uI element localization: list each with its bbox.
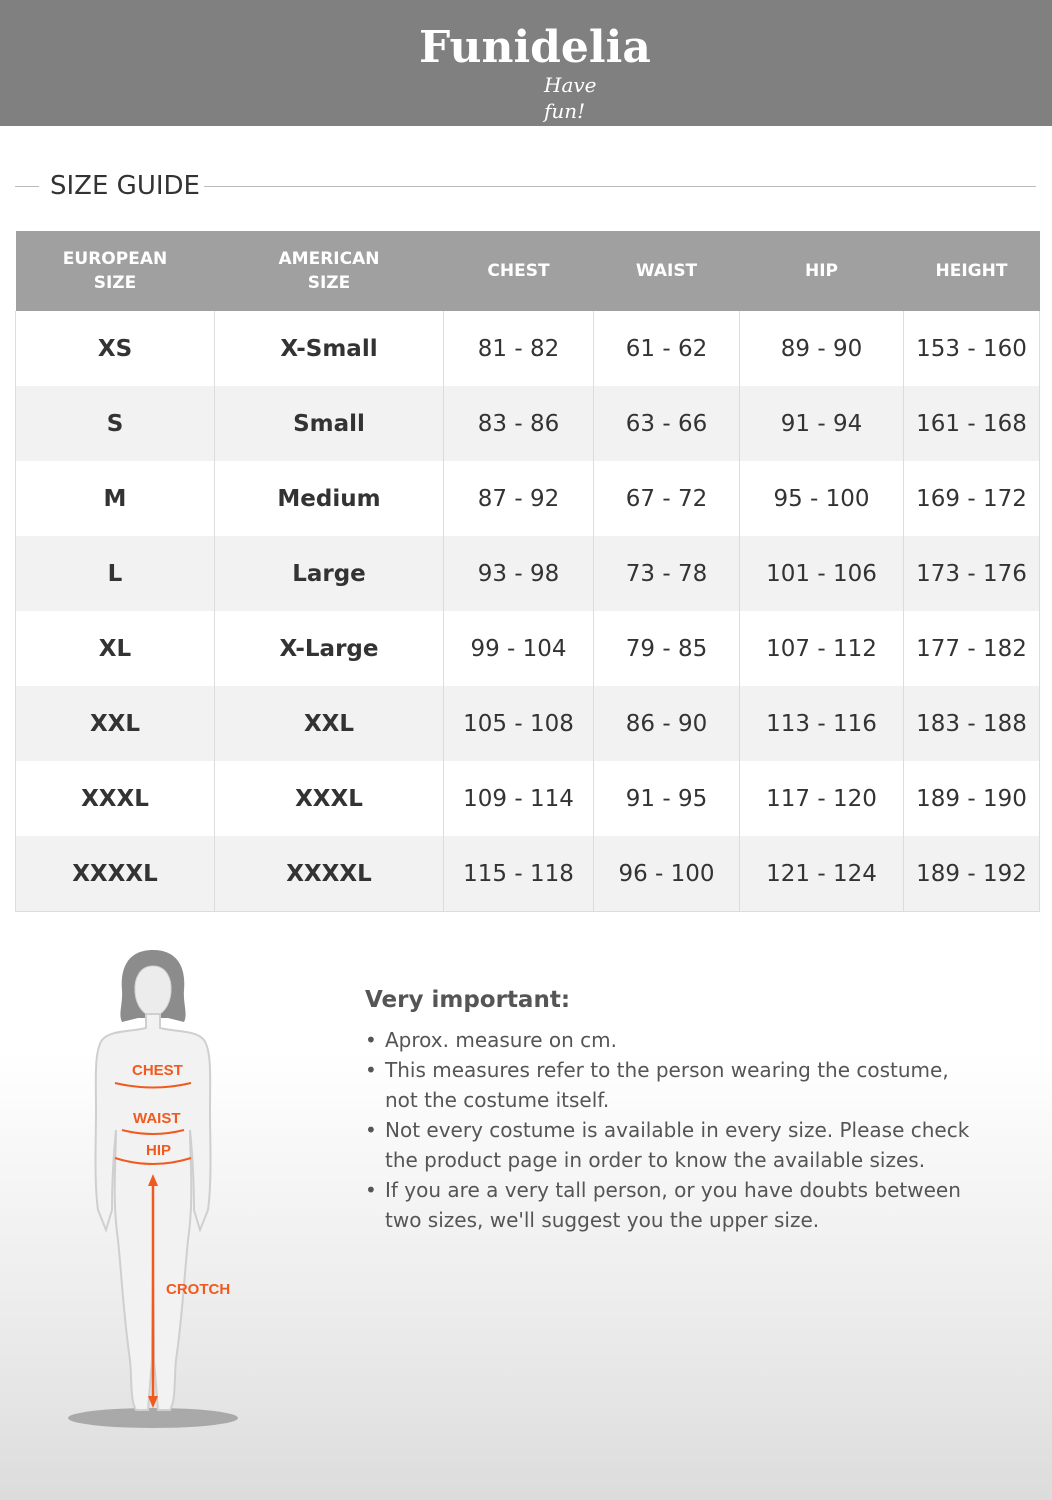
waist-cell: 73 - 78: [594, 536, 740, 611]
height-cell: 161 - 168: [904, 386, 1040, 461]
hip-cell: 113 - 116: [740, 686, 904, 761]
bullet-icon: •: [365, 1118, 377, 1142]
waist-cell: 79 - 85: [594, 611, 740, 686]
table-row: [16, 536, 1040, 611]
section-title-row: [0, 170, 1052, 204]
american-size-cell: Medium: [215, 461, 444, 536]
face-shape: [135, 966, 171, 1016]
bullet-icon: •: [365, 1028, 377, 1052]
column-header-european-size: EUROPEAN SIZE: [16, 231, 215, 311]
column-header-hip: HIP: [740, 231, 904, 311]
female-silhouette-icon: [60, 940, 250, 1440]
waist-cell: 67 - 72: [594, 461, 740, 536]
american-size-cell: XXXL: [215, 761, 444, 836]
american-size-cell: XXL: [215, 686, 444, 761]
chest-cell: 83 - 86: [444, 386, 594, 461]
divider: [204, 186, 1036, 187]
page-title: SIZE GUIDE: [50, 171, 200, 201]
waist-cell: 63 - 66: [594, 386, 740, 461]
table-row: [16, 461, 1040, 536]
divider: [15, 186, 39, 187]
note-text: This measures refer to the person wearing the costume, not the costume itself.: [385, 1058, 949, 1112]
chest-cell: 93 - 98: [444, 536, 594, 611]
hip-cell: 91 - 94: [740, 386, 904, 461]
bullet-icon: •: [365, 1058, 377, 1082]
table-row: [16, 611, 1040, 686]
important-notes: [365, 985, 985, 1235]
height-cell: 189 - 190: [904, 761, 1040, 836]
height-cell: 177 - 182: [904, 611, 1040, 686]
waist-cell: 86 - 90: [594, 686, 740, 761]
waist-label: WAIST: [133, 1110, 181, 1127]
american-size-cell: XXXXL: [215, 836, 444, 912]
hip-cell: 89 - 90: [740, 311, 904, 386]
note-text: If you are a very tall person, or you have doubts between two sizes, we'll suggest you the upper size.: [385, 1178, 961, 1232]
european-size-cell: L: [16, 536, 215, 611]
note-text: Aprox. measure on cm.: [385, 1028, 618, 1052]
table-row: [16, 386, 1040, 461]
chest-cell: 115 - 118: [444, 836, 594, 912]
brand-header: [0, 0, 1052, 126]
table-row: [16, 686, 1040, 761]
column-header-american-size: AMERICAN SIZE: [215, 231, 444, 311]
hip-cell: 107 - 112: [740, 611, 904, 686]
hip-cell: 101 - 106: [740, 536, 904, 611]
height-cell: 183 - 188: [904, 686, 1040, 761]
american-size-cell: X-Small: [215, 311, 444, 386]
chest-cell: 105 - 108: [444, 686, 594, 761]
chest-cell: 99 - 104: [444, 611, 594, 686]
hip-cell: 121 - 124: [740, 836, 904, 912]
european-size-cell: XS: [16, 311, 215, 386]
column-header-waist: WAIST: [594, 231, 740, 311]
european-size-cell: M: [16, 461, 215, 536]
american-size-cell: Small: [215, 386, 444, 461]
bullet-icon: •: [365, 1178, 377, 1202]
european-size-cell: XXL: [16, 686, 215, 761]
hip-cell: 117 - 120: [740, 761, 904, 836]
table-header-row: [16, 231, 1040, 311]
brand-name: Funidelia: [419, 22, 651, 73]
list-item: [365, 1025, 985, 1055]
list-item: [365, 1055, 985, 1115]
notes-title: Very important:: [365, 987, 571, 1013]
european-size-cell: XXXXL: [16, 836, 215, 912]
list-item: [365, 1175, 985, 1235]
column-header-height: HEIGHT: [904, 231, 1040, 311]
hip-label: HIP: [146, 1142, 172, 1159]
chest-cell: 81 - 82: [444, 311, 594, 386]
height-cell: 153 - 160: [904, 311, 1040, 386]
waist-cell: 91 - 95: [594, 761, 740, 836]
height-cell: 189 - 192: [904, 836, 1040, 912]
notes-list: [365, 1025, 985, 1235]
column-header-chest: CHEST: [444, 231, 594, 311]
chest-label: CHEST: [132, 1062, 183, 1079]
waist-cell: 96 - 100: [594, 836, 740, 912]
brand-logo[interactable]: [419, 22, 651, 123]
height-cell: 169 - 172: [904, 461, 1040, 536]
crotch-label: CROTCH: [166, 1281, 231, 1298]
american-size-cell: Large: [215, 536, 444, 611]
american-size-cell: X-Large: [215, 611, 444, 686]
height-cell: 173 - 176: [904, 536, 1040, 611]
table-row: [16, 311, 1040, 386]
table-row: [16, 836, 1040, 912]
european-size-cell: XXXL: [16, 761, 215, 836]
list-item: [365, 1115, 985, 1175]
hip-cell: 95 - 100: [740, 461, 904, 536]
brand-tagline: Have fun!: [544, 73, 597, 123]
waist-cell: 61 - 62: [594, 311, 740, 386]
european-size-cell: S: [16, 386, 215, 461]
chest-cell: 109 - 114: [444, 761, 594, 836]
chest-cell: 87 - 92: [444, 461, 594, 536]
size-table: [15, 231, 1040, 912]
european-size-cell: XL: [16, 611, 215, 686]
body-measurement-figure: [60, 940, 250, 1440]
table-row: [16, 761, 1040, 836]
note-text: Not every costume is available in every size. Please check the product page in order to know the available sizes.: [385, 1118, 970, 1172]
floor-shadow: [68, 1408, 238, 1428]
